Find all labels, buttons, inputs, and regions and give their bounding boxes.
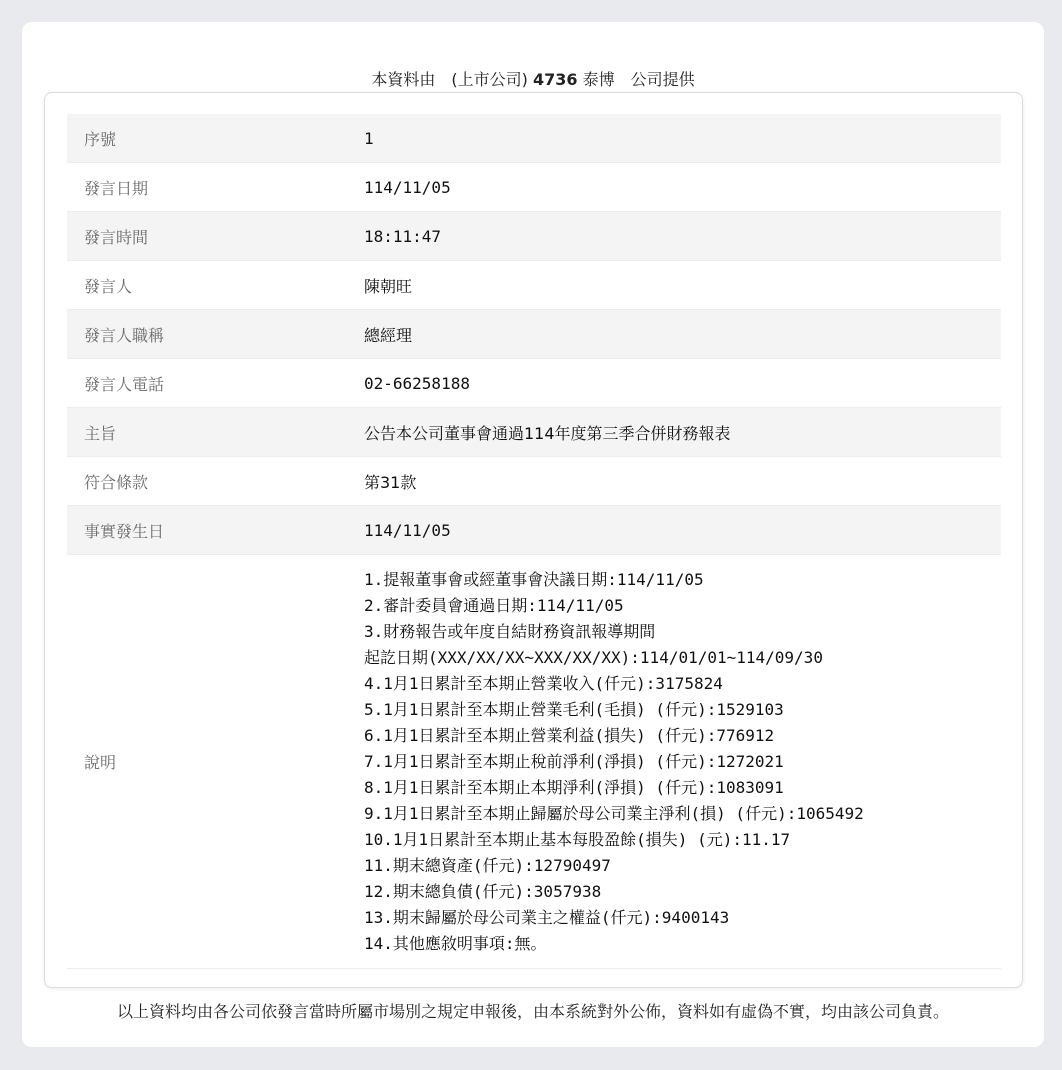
description-text [364, 566, 1001, 957]
row-subject [67, 408, 1001, 457]
description-line: 7.1月1日累計至本期止稅前淨利(淨損) (仟元):1272021 [364, 752, 784, 771]
row-label: 發言時間 [84, 227, 149, 247]
description-line: 12.期末總負債(仟元):3057938 [364, 882, 602, 901]
announcement-table [67, 114, 1001, 969]
disclaimer-footer: 以上資料均由各公司依發言當時所屬市場別之規定申報後，由本系統對外公佈，資料如有虛偽不實，均由該公司負責。 [116, 1002, 949, 1021]
row-label: 說明 [84, 753, 117, 772]
row-value: 1 [364, 128, 374, 148]
page-container [22, 22, 1044, 1047]
row-value: 18:11:47 [364, 226, 442, 246]
source-suffix: 公司提供 [630, 70, 695, 89]
description-line: 4.1月1日累計至本期止營業收入(仟元):3175824 [364, 674, 723, 693]
description-line: 3.財務報告或年度自結財務資訊報導期間 [364, 622, 656, 641]
row-value: 公告本公司董事會通過114年度第三季合併財務報表 [364, 423, 731, 443]
description-line: 14.其他應敘明事項:無。 [364, 934, 547, 953]
row-value: 總經理 [364, 325, 413, 345]
description-line: 1.提報董事會或經董事會決議日期:114/11/05 [364, 570, 704, 589]
row-label: 發言日期 [84, 178, 149, 198]
description-line: 5.1月1日累計至本期止營業毛利(毛損) (仟元):1529103 [364, 700, 784, 719]
description-line: 2.審計委員會通過日期:114/11/05 [364, 596, 624, 615]
row-value: 陳朝旺 [364, 276, 413, 296]
row-value: 114/11/05 [364, 177, 451, 197]
row-time [67, 212, 1001, 261]
row-spokesperson [67, 261, 1001, 310]
row-label: 主旨 [84, 423, 117, 443]
row-clause [67, 457, 1001, 506]
description-line: 10.1月1日累計至本期止基本每股盈餘(損失) (元):11.17 [364, 830, 791, 849]
row-label: 事實發生日 [84, 521, 165, 541]
row-event-date [67, 506, 1001, 555]
announcement-card [44, 92, 1023, 988]
description-line: 6.1月1日累計至本期止營業利益(損失) (仟元):776912 [364, 726, 775, 745]
description-line: 13.期末歸屬於母公司業主之權益(仟元):9400143 [364, 908, 730, 927]
row-label: 發言人 [84, 276, 133, 296]
company-code: 4736 [532, 70, 578, 89]
row-spokesperson-title [67, 310, 1001, 359]
description-line: 9.1月1日累計至本期止歸屬於母公司業主淨利(損) (仟元):1065492 [364, 804, 864, 823]
row-description [67, 555, 1001, 969]
row-serial [67, 114, 1001, 163]
description-line: 起訖日期(XXX/XX/XX~XXX/XX/XX):114/01/01~114/09/30 [364, 648, 823, 667]
row-value: 第31款 [364, 472, 417, 492]
source-prefix: 本資料由 (上市公司) [371, 70, 528, 89]
row-label: 發言人職稱 [84, 325, 165, 345]
description-line: 8.1月1日累計至本期止本期淨利(淨損) (仟元):1083091 [364, 778, 784, 797]
row-label: 符合條款 [84, 472, 149, 492]
row-value: 114/11/05 [364, 520, 451, 540]
row-date [67, 163, 1001, 212]
source-header [22, 68, 1044, 92]
row-label: 發言人電話 [84, 374, 165, 394]
row-label: 序號 [84, 129, 117, 149]
row-spokesperson-phone [67, 359, 1001, 408]
description-line: 11.期末總資產(仟元):12790497 [364, 856, 611, 875]
row-value: 02-66258188 [364, 373, 470, 393]
company-name: 泰博 [582, 70, 615, 89]
